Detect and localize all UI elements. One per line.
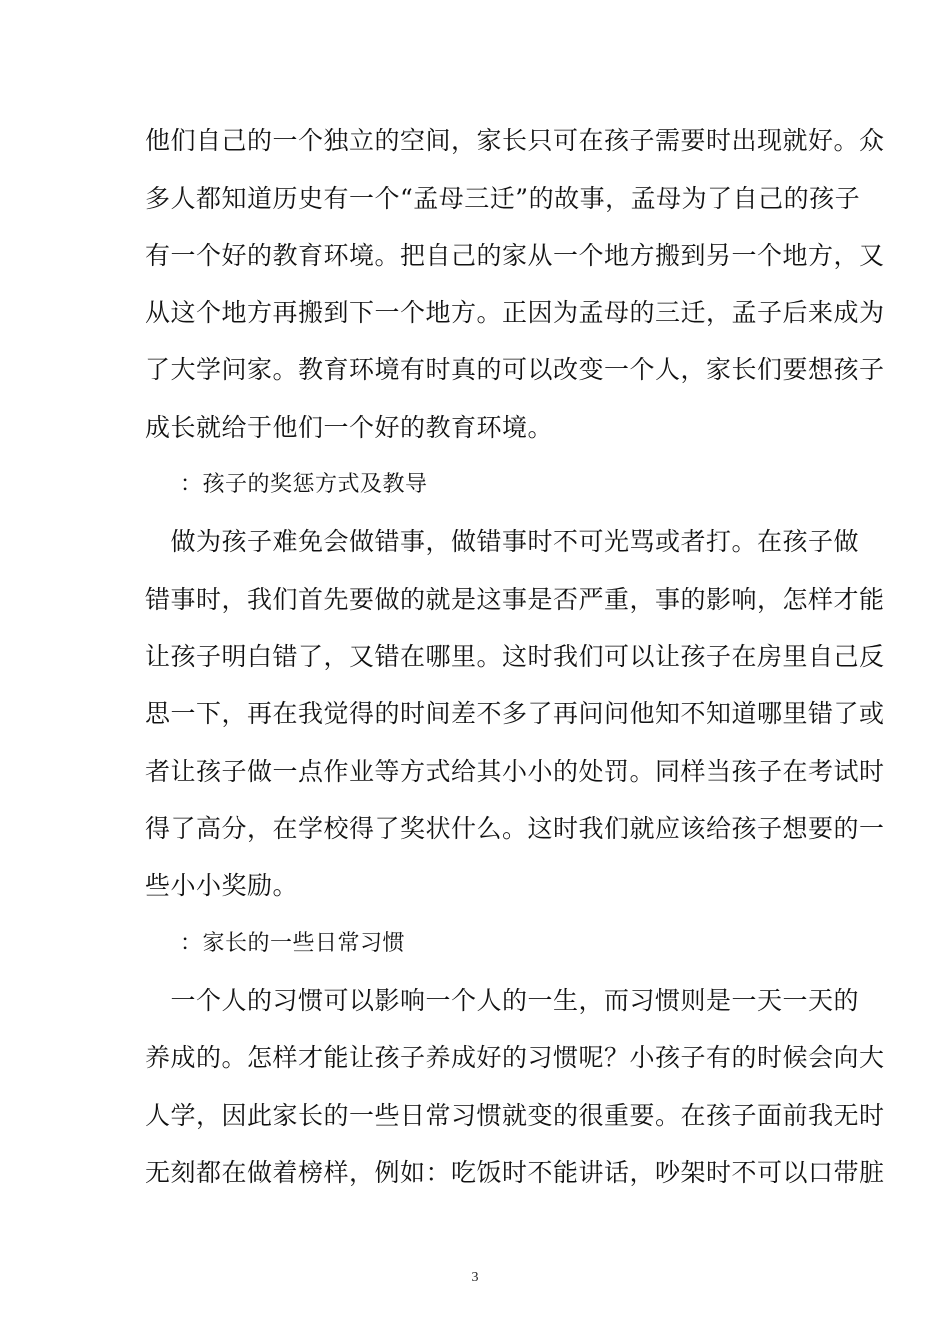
paragraph-line: 些小小奖励。 xyxy=(145,871,299,900)
paragraph-line: 思一下，再在我觉得的时间差不多了再问问他知不知道哪里错了或 xyxy=(145,699,885,728)
paragraph-line: 他们自己的一个独立的空间，家长只可在孩子需要时出现就好。众 xyxy=(145,126,885,155)
paragraph-line: 者让孩子做一点作业等方式给其小小的处罚。同样当孩子在考试时 xyxy=(145,757,885,786)
paragraph-line: 错事时，我们首先要做的就是这事是否严重，事的影响，怎样才能 xyxy=(145,585,885,614)
page-number: 3 xyxy=(471,1270,479,1285)
section-heading: ：家长的一些日常习惯 xyxy=(180,931,406,956)
paragraph-line: 人学，因此家长的一些日常习惯就变的很重要。在孩子面前我无时 xyxy=(145,1101,885,1130)
paragraph-line: 从这个地方再搬到下一个地方。正因为孟母的三迁，孟子后来成为 xyxy=(145,298,885,327)
paragraph-line: 无刻都在做着榜样，例如：吃饭时不能讲话，吵架时不可以口带脏 xyxy=(145,1158,885,1187)
paragraph-line: 多人都知道历史有一个“孟母三迁”的故事，孟母为了自己的孩子 xyxy=(145,184,861,213)
paragraph-line: 养成的。怎样才能让孩子养成好的习惯呢？小孩子有的时候会向大 xyxy=(145,1043,885,1072)
paragraph-line: 成长就给于他们一个好的教育环境。 xyxy=(145,413,554,442)
paragraph-line: 让孩子明白错了，又错在哪里。这时我们可以让孩子在房里自己反 xyxy=(145,642,885,671)
paragraph-line: 一个人的习惯可以影响一个人的一生，而习惯则是一天一天的 xyxy=(145,986,860,1015)
paragraph-line: 了大学问家。教育环境有时真的可以改变一个人，家长们要想孩子 xyxy=(145,355,885,384)
paragraph-line: 做为孩子难免会做错事，做错事时不可光骂或者打。在孩子做 xyxy=(145,527,860,556)
section-heading: ：孩子的奖惩方式及教导 xyxy=(180,472,428,497)
paragraph-line: 得了高分，在学校得了奖状什么。这时我们就应该给孩子想要的一 xyxy=(145,814,885,843)
paragraph-line: 有一个好的教育环境。把自己的家从一个地方搬到另一个地方，又 xyxy=(145,241,885,270)
